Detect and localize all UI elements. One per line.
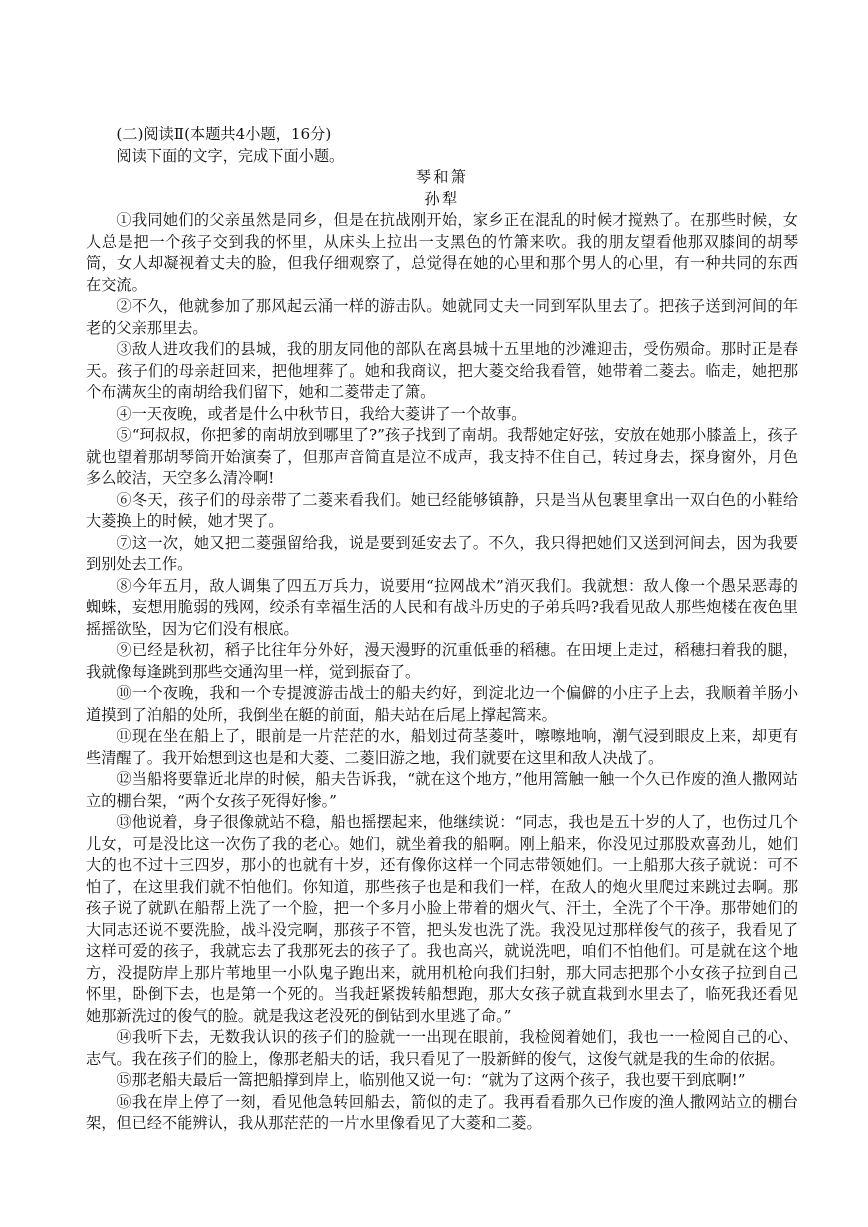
section-instruction: 阅读下面的文字，完成下面小题。 <box>116 146 345 165</box>
paragraph-4: ④一天夜晚，或者是什么中秋节日，我给大菱讲了一个故事。 <box>116 404 527 423</box>
paragraph-2: ②不久，他就参加了那风起云涌一样的游击队。她就同丈夫一同到军队里去了。把孩子送到河间的年老的父亲那里去。 <box>86 297 798 337</box>
article-author: 孙犁 <box>424 189 460 208</box>
section-heading: (二)阅读Ⅱ(本题共4小题，16分) <box>116 125 332 143</box>
paragraph-15: ⑮那老船夫最后一篙把船撑到岸上，临别他又说一句：“就为了这两个孩子，我也要干到底啊!” <box>116 1071 746 1089</box>
paragraph-12: ⑫当船将要靠近北岸的时候，船夫告诉我，“就在这个地方，”他用篙触一触一个久已作废的渔人撒网站立的棚台架，“两个女孩子死得好惨。” <box>86 770 798 810</box>
article-title: 琴和箫 <box>415 168 469 186</box>
paragraph-9: ⑨已经是秋初，稻子比往年分外好，漫天漫野的沉重低垂的稻穗。在田埂上走过，稻穗扫着我的腿，我就像每逢跳到那些交通沟里一样，觉到振奋了。 <box>86 641 798 681</box>
paragraph-11: ⑪现在坐在船上了，眼前是一片茫茫的水，船划过荷茎菱叶，嚓嚓地响，潮气浸到眼皮上来，却更有些清醒了。我开始想到这也是和大菱、二菱旧游之地，我们就要在这里和敌人决战了。 <box>86 727 798 767</box>
paragraph-3: ③敌人进攻我们的县城，我的朋友同他的部队在离县城十五里地的沙滩迎击，受伤殒命。那时正是春天。孩子们的母亲赶回来，把他埋葬了。她和我商议，把大菱交给我看管，她带着二菱去。临走，她把那个布满灰尘的南胡给我们留下，她和二菱带走了箫。 <box>86 340 798 401</box>
paragraph-6: ⑥冬天，孩子们的母亲带了二菱来看我们。她已经能够镇静，只是当从包裹里拿出一双白色的小鞋给大菱换上的时候，她才哭了。 <box>86 490 798 530</box>
paragraph-1: ①我同她们的父亲虽然是同乡，但是在抗战刚开始，家乡正在混乱的时候才搅熟了。在那些时候，女人总是把一个孩子交到我的怀里，从床头上拉出一支黑色的竹箫来吹。我的朋友望看他那双膝间的胡琴筒，女人却凝视着丈夫的脸，但我仔细观察了，总觉得在她的心里和那个男人的心里，有一种共同的东西在交流。 <box>86 211 798 294</box>
document-page <box>86 124 798 1135</box>
paragraph-10: ⑩一个夜晚，我和一个专提渡游击战士的船夫约好，到淀北边一个偏僻的小庄子上去，我顺着羊肠小道摸到了泊船的处所，我倒坐在艇的前面，船夫站在后尾上撑起篙来。 <box>86 684 798 724</box>
paragraph-7: ⑦这一次，她又把二菱强留给我，说是要到延安去了。不久，我只得把她们又送到河间去，因为我要到别处去工作。 <box>86 533 798 573</box>
paragraph-5: ⑤“珂叔叔，你把爹的南胡放到哪里了?”孩子找到了南胡。我帮她定好弦，安放在她那小膝盖上，孩子就也望着那胡琴筒开始演奏了，但那声音简直是泣不成声，我支持不住自己，转过身去，探身窗外，月色多么皎洁，天空多么清冷啊! <box>86 426 798 487</box>
paragraph-14: ⑭我听下去，无数我认识的孩子们的脸就一一出现在眼前，我检阅着她们，我也一一检阅自己的心、志气。我在孩子们的脸上，像那老船夫的话，我只看见了一股新鲜的俊气，这俊气就是我的生命的依据。 <box>86 1028 798 1068</box>
paragraph-16: ⑯我在岸上停了一刻，看见他急转回船去，箭似的走了。我再看看那久已作废的渔人撒网站立的棚台架，但已经不能辨认，我从那茫茫的一片水里像看见了大菱和二菱。 <box>86 1092 798 1132</box>
paragraph-8: ⑧今年五月，敌人调集了四五万兵力，说要用“拉网战术”消灭我们。我就想：敌人像一个愚呆恶毒的蜘蛛，妄想用脆弱的残网，绞杀有幸福生活的人民和有战斗历史的子弟兵吗?我看见敌人那些炮楼在夜色里摇摇欲坠，因为它们没有根底。 <box>86 576 798 638</box>
paragraph-13: ⑬他说着，身子很像就站不稳，船也摇摆起来，他继续说：“同志，我也是五十岁的人了，也伤过几个儿女，可是没比这一次伤了我的老心。她们，就坐着我的船啊。刚上船来，你没见过那股欢喜劲儿，她们大的也不过十三四岁，那小的也就有十岁，还有像你这样一个同志带领她们。一上船那大孩子就说：可不怕了，在这里我们就不怕他们。你知道，那些孩子也是和我们一样，在敌人的炮火里爬过来跳过去啊。那孩子说了就趴在船帮上洗了一个脸，把一个多月小脸上带着的烟火气、汗土，全洗了个干净。那带她们的大同志还说不要洗脸，战斗没完啊，那孩子不管，把头发也洗了洗。我没见过那样俊气的孩子，我看见了这样可爱的孩子，我就忘去了我那死去的孩子了。我也高兴，就说洗吧，咱们不怕他们。可是就在这个地方，没提防岸上那片苇地里一小队鬼子跑出来，就用机枪向我们扫射，那大同志把那个小女孩子拉到自己怀里，卧倒下去，也是第一个死的。当我赶紧拨转船想跑，那大女孩子就直栽到水里去了，临死我还看见她那新洗过的俊气的脸。就是我这老没死的倒钻到水里逃了命。” <box>86 813 798 1025</box>
